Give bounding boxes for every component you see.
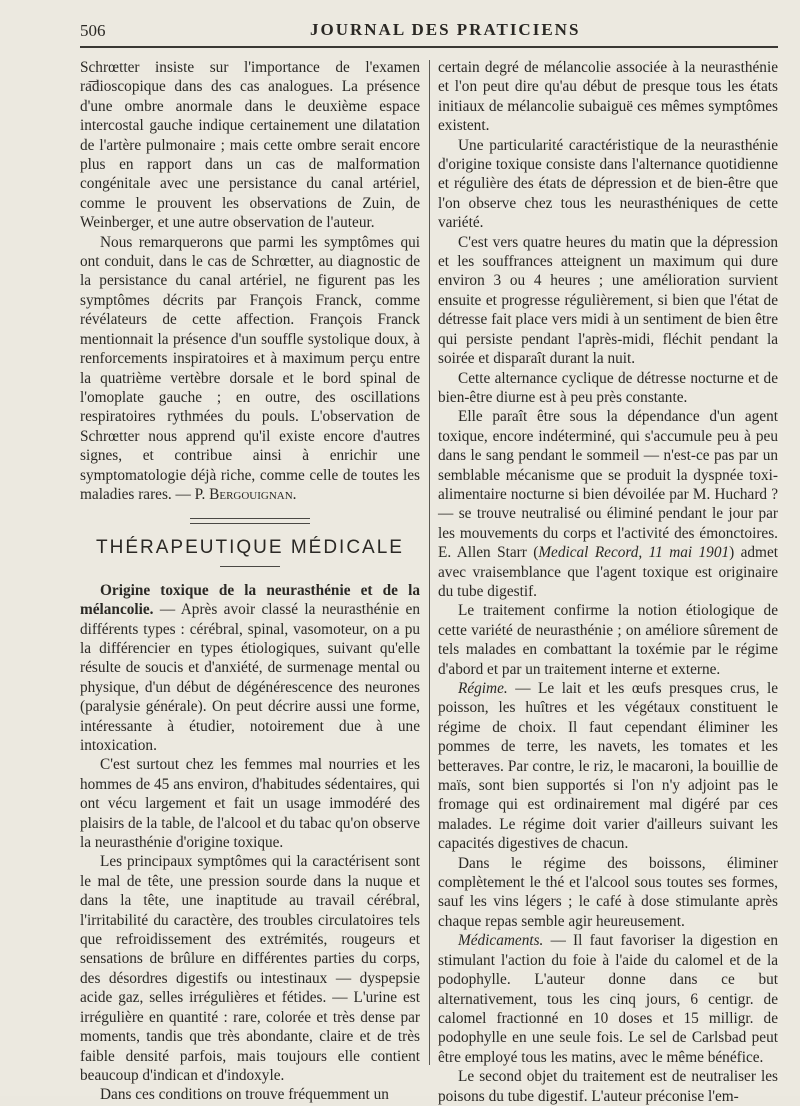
paragraph: C'est vers quatre heures du matin que la dépression et les souffrances atteignent un maximum qui dure environ 3 ou 4 heures ; une amélioration survient ensuite et progresse régulièrement, si bien que l'état de détresse fait place vers midi à un sentiment de bien être qui persiste pendant l'après-midi, fléchit pendant la soirée et disparaît durant la nuit.: [438, 233, 778, 368]
author-signature: Bergouignan.: [209, 485, 297, 503]
paragraph-text: ) admet avec vraisemblance que l'agent toxique est originaire du tube digestif.: [438, 544, 778, 600]
header-rule: [80, 46, 778, 48]
subsection-label: Médicaments.: [458, 932, 544, 950]
section-separator: [190, 518, 310, 524]
paragraph: Cette alternance cyclique de détresse nocturne et de bien-être diurne est à peu près constante.: [438, 369, 778, 406]
paragraph-with-citation: [438, 407, 778, 601]
page-number: 506: [80, 21, 106, 40]
paragraph-with-signature: [80, 233, 420, 505]
article-lead-paragraph: [80, 581, 420, 756]
paragraph: Les principaux symptômes qui la caractérisent sont le mal de tête, une pression sourde dans la nuque et dans la tête, une inaptitude au travail cérébral, l'irritabilité du caractère, des troubles circulatoires tels que refroidissement des extrémités, rougeurs et sensations de brûlure en différentes parties du corps, des désordres digestifs ou intestinaux — dyspepsie acide gaz, selles irrégulières et fétides. — L'urine est irrégulière en quantité : rare, colorée et très dense par moments, tandis que très abondante, claire et de très faible densité parfois, mais toujours elle contient beaucoup d'indican et d'indoxyle.: [80, 853, 420, 1084]
title-underline: [220, 566, 280, 567]
paragraph: certain degré de mélancolie associée à la neurasthénie et l'on peut dire qu'au début de presque tous les états initiaux de mélancolie subaiguë ces mêmes symptômes existent.: [438, 59, 778, 135]
paragraph-text: Elle paraît être sous la dépendance d'un agent toxique, encore indéterminé, qui s'accumule peu à peu dans le sang pendant le sommeil — n'est-ce pas par un semblable mécanisme que se produit la dyspnée toxi-alimentaire nocturne si bien dévoilée par M. Huchard ? — se trouve neutralisé ou éliminé pendant le jour par les mouvements du corps et l'activité des émonctoires. E. Allen Starr (: [438, 408, 778, 562]
section-title: THÉRAPEUTIQUE MÉDICALE: [96, 537, 404, 559]
subsection-label: Régime.: [458, 680, 508, 697]
right-column: [438, 58, 778, 1105]
journal-title: JOURNAL DES PRATICIENS: [310, 20, 581, 39]
paragraph: Dans ces conditions on trouve fréquemment un: [100, 1086, 389, 1104]
left-column: [80, 58, 420, 1104]
column-divider: [429, 60, 430, 1065]
article-title: Origine toxique de la neurasthénie et de la mélancolie.: [80, 581, 420, 619]
running-head: [80, 18, 778, 42]
paragraph-text: — Après avoir classé la neurasthénie en différents types : cérébral, spinal, vasomoteur, on a pu la différencier en types étiologiques, suivant qu'elle résulte de soucis et d'anxiété, de surmenage mental ou physique, d'un début de dégénérescence des neurones (paralysie générale). On peut décrire aussi une forme, intéressante à étudier, notoirement due à une intoxication.: [80, 601, 420, 754]
paragraph: Dans le régime des boissons, éliminer complètement le thé et l'alcool sous toutes ses formes, sauf les vins légers ; le café à dose stimulante après chaque repas semble agir heureusement.: [438, 854, 778, 930]
paragraph: Schrœtter insiste sur l'importance de l'examen ra͞dioscopique dans des cas analogues. La présence d'une ombre anormale dans le deuxième espace intercostal gauche indique certainement une dilatation de l'artère pulmonaire ; mais cette ombre serait encore plus en rapport dans un cas de malformation congénitale avec une persistance du canal artériel, comme le prouvent les observations de Zuin, de Weinberger, et une autre observation de l'auteur.: [80, 59, 420, 232]
paragraph-text: — Le lait et les œufs presques crus, le poisson, les huîtres et les végétaux constituent le régime de choix. Il faut cependant éliminer les pommes de terre, les navets, les tomates et les betteraves. Par contre, le riz, le macaroni, la bouillie de maïs, sont bien supportés si l'on n'y adjoint pas le fromage qui est ordinairement mal digéré par ces malades. Le régime doit varier d'ailleurs suivant les capacités digestives de chacun.: [438, 680, 778, 853]
paragraph-text: — Il faut favoriser la digestion en stimulant l'action du foie à l'aide du calomel et de la podophylle. L'auteur donne dans ce but alternativement, tous les cinq jours, 6 centigr. de calomel fractionné en 10 doses et 15 milligr. de podophylle en une seule fois. Le sel de Carlsbad peut être employé tous les matins, avec le même bénéfice.: [438, 932, 778, 1066]
paragraph-regime: [438, 679, 778, 854]
paragraph: Le second objet du traitement est de neutraliser les poisons du tube digestif. L'auteur préconise l'em-: [438, 1068, 778, 1105]
citation: Medical Record, 11 mai 1901: [538, 544, 730, 562]
paragraph: C'est surtout chez les femmes mal nourries et les hommes de 45 ans environ, d'habitudes sédentaires, qui ont vécu largement et fait un usage immodéré des plaisirs de la table, de l'alcool et du tabac qu'on observe la neurasthénie d'origine toxique.: [80, 756, 420, 852]
paragraph: Une particularité caractéristique de la neurasthénie d'origine toxique consiste dans l'alternance quotidienne et régulière des états de dépression et de bien-être que l'on observe chez tous les neurasthéniques de cette variété.: [438, 136, 778, 232]
paragraph-medicaments: [438, 931, 778, 1067]
paragraph: Le traitement confirme la notion étiologique de cette variété de neurasthénie ; on améliore sûrement de tels malades en combattant la toxémie par le régime d'abord et par un traitement interne et externe.: [438, 602, 778, 678]
paragraph-text: Nous remarquerons que parmi les symptômes qui ont conduit, dans le cas de Schrœtter, au diagnostic de la persistance du canal artériel, ne figurent pas les symptômes décrits par François Franck, comme révélateurs de cette affection. François Franck mentionnait la présence d'un souffle systolique doux, à renforcements inspiratoires et à maximum perçu entre la quatrième vertèbre dorsale et le bord spinal de l'omoplate gauche ; en outre, des oscillations respiratoires rythmées du pouls. L'observation de Schrœtter nous apprend qu'il existe encore d'autres signes, et contribue ainsi à enrichir une symptomatologie déjà riche, comme celle de toutes les maladies rares. — P.: [80, 233, 420, 503]
